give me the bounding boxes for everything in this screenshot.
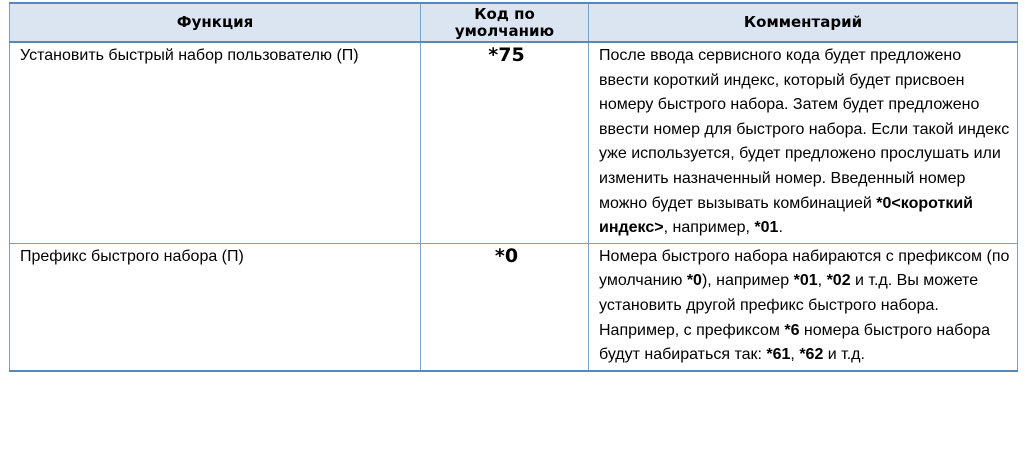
table-row xyxy=(10,42,1018,243)
comment-text: , например, xyxy=(663,219,755,237)
feature-codes-table xyxy=(9,2,1018,372)
comment-text: ), например xyxy=(701,272,794,290)
comment-code: *0<короткий индекс> xyxy=(599,194,973,237)
comment-text: . xyxy=(778,219,783,237)
row-code: *0 xyxy=(421,243,589,370)
header-code-line1: Код по xyxy=(474,4,535,23)
table-row xyxy=(10,243,1018,370)
comment-text: , xyxy=(817,272,827,290)
row-code: *75 xyxy=(421,42,589,243)
comment-code: *01 xyxy=(754,219,779,237)
header-comment: Комментарий xyxy=(589,3,1018,42)
row-comment xyxy=(589,42,1018,243)
comment-code: *6 xyxy=(784,321,800,339)
comment-text: номера быстрого набора будут набираться так: xyxy=(599,321,991,364)
comment-text: , xyxy=(790,346,800,364)
header-default-code xyxy=(421,3,589,42)
comment-code: *61 xyxy=(766,346,791,364)
table-header-row xyxy=(10,3,1018,42)
comment-code: *0 xyxy=(686,272,702,290)
comment-code: *62 xyxy=(799,346,824,364)
comment-text: Номера быстрого набора набираются с префиксом (по умолчанию xyxy=(599,247,1010,290)
row-comment xyxy=(589,243,1018,370)
row-function: Установить быстрый набор пользователю (П) xyxy=(10,42,421,243)
comment-text: и т.д. Вы можете установить другой префикс быстрого набора. Например, с префиксом xyxy=(599,272,979,339)
header-code-line2: умолчанию xyxy=(454,21,555,40)
comment-text: и т.д. xyxy=(823,346,865,364)
comment-text: После ввода сервисного кода будет предложено ввести короткий индекс, который будет присвоен номеру быстрого набора. Затем будет предложено ввести номер для быстрого набора. Если такой индекс уже используется, будет предложено прослушать или изменить назначенный номер. Введенный номер можно будет вызывать комбинацией xyxy=(599,47,1010,212)
row-function: Префикс быстрого набора (П) xyxy=(10,243,421,370)
header-function: Функция xyxy=(10,3,421,42)
comment-code: *02 xyxy=(826,272,851,290)
comment-code: *01 xyxy=(793,272,818,290)
